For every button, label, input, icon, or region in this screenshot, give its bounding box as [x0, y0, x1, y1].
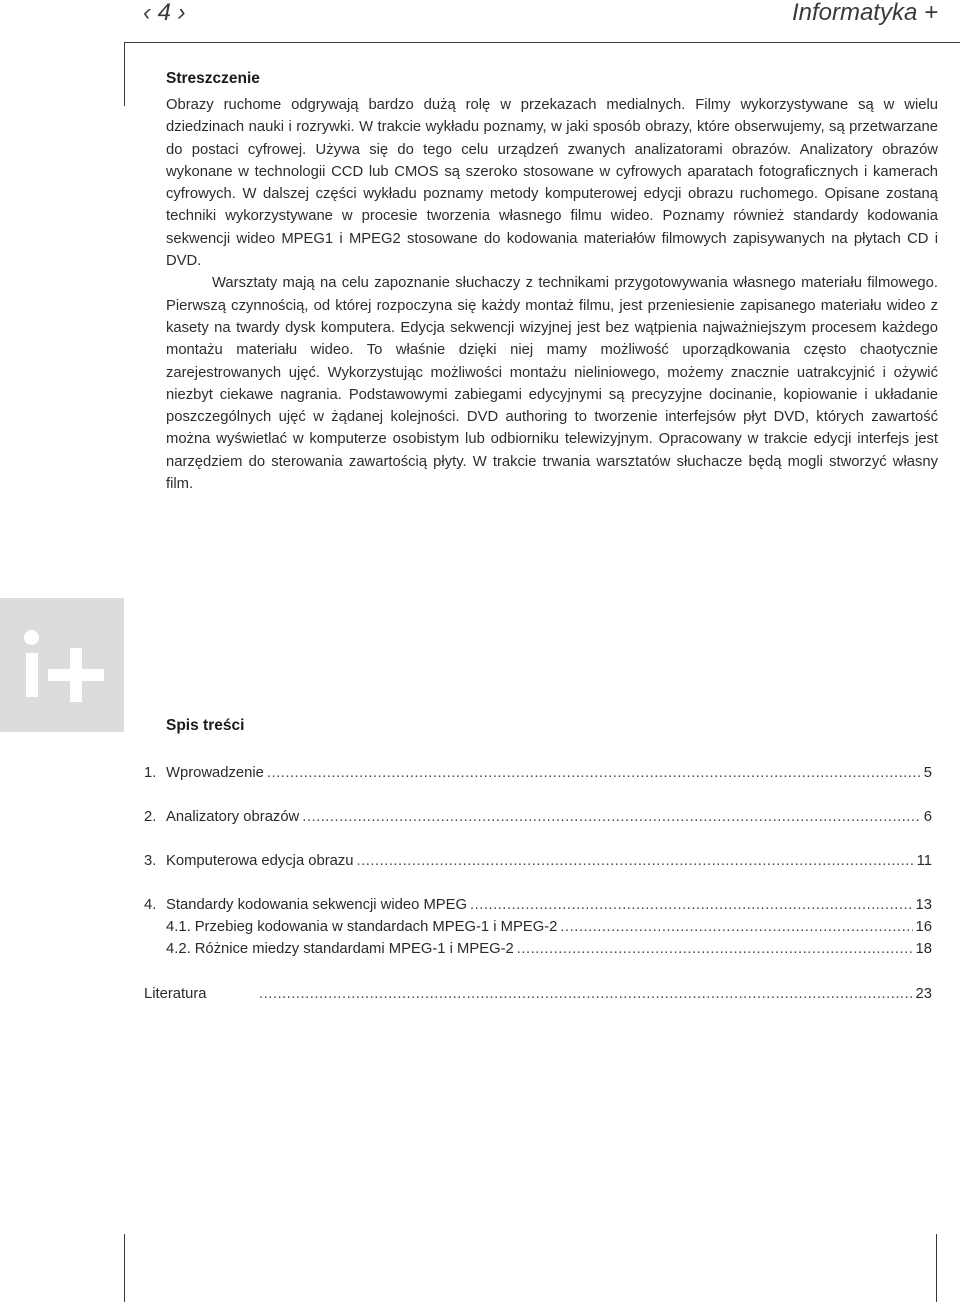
frame-line-top [124, 42, 960, 43]
frame-line-left-bottom [124, 1234, 125, 1302]
toc-subentry[interactable] [166, 916, 932, 938]
toc-leader-dots [517, 938, 913, 960]
toc-entry-title: Różnice miedzy standardami MPEG-1 i MPEG-2 [194, 941, 514, 957]
toc-entry-title: Literatura [144, 986, 207, 1002]
logo-i-stem [26, 653, 38, 697]
toc-subentry[interactable] [166, 938, 932, 960]
toc-heading: Spis treści [166, 717, 245, 734]
toc-entry-title: Przebieg kodowania w standardach MPEG-1 i MPEG-2 [194, 919, 558, 935]
toc-entry-title: Standardy kodowania sekwencji wideo MPEG [166, 897, 468, 913]
toc-entry-number: 4.2. [166, 941, 191, 957]
toc-leader-dots [267, 762, 921, 784]
logo-plus-vertical [70, 648, 82, 702]
toc-entry-page: 6 [923, 809, 932, 825]
toc-entry-page: 18 [915, 941, 932, 957]
summary-section [166, 68, 938, 495]
toc-entry-title: Komputerowa edycja obrazu [166, 853, 354, 869]
series-title: Informatyka + [791, 0, 938, 26]
toc-entry-number: 2. [144, 809, 157, 825]
toc-entry-page: 23 [915, 986, 932, 1002]
toc-entry-number: 4.1. [166, 919, 191, 935]
i-plus-logo [0, 598, 124, 732]
toc-leader-dots [560, 916, 912, 938]
frame-line-right-bottom [936, 1234, 937, 1302]
toc-entry-page: 16 [915, 919, 932, 935]
toc-entry-title: Analizatory obrazów [166, 809, 300, 825]
frame-line-left-top [124, 42, 125, 106]
toc-entry-page: 11 [916, 853, 932, 869]
summary-paragraph-1: Obrazy ruchome odgrywają bardzo dużą rolę w przekazach medialnych. Filmy wykorzystywane są w wielu dziedzinach nauki i rozrywki. W trakcie wykładu poznamy, w jaki sposób obrazy, które obserwujemy, są przetwarzane do postaci cyfrowej. Używa się do tego celu urządzeń zwanych analizatorami obrazów. Analizatory obrazów wykonane w technologii CCD lub CMOS są szeroko stosowane w cyfrowych aparatach fotograficznych i kamerach cyfrowych. W dalszej części wykładu poznamy metody komputerowej edycji obrazu ruchomego. Opisane zostaną techniki wykorzystywane w procesie tworzenia własnego filmu wideo. Poznamy również standardy kodowania sekwencji wideo MPEG1 i MPEG2 stosowane do kodowania materiałów filmowych zapisywanych na płytach CD i DVD. [166, 97, 938, 270]
logo-i-dot [24, 630, 39, 645]
summary-heading: Streszczenie [166, 70, 260, 87]
toc-leader-dots [357, 850, 914, 872]
summary-paragraph-2: Warsztaty mają na celu zapoznanie słuchaczy z technikami przygotowywania własnego materiału filmowego. Pierwszą czynnością, od której rozpoczyna się każdy montaż filmu, jest przeniesienie zapisanego materiału wideo z kasety na twardy dysk komputera. Edycja sekwencji wizyjnej jest bez wątpienia najważniejszym procesem każdego montażu materiału wideo. To właśnie dzięki niej mamy możliwość uporządkowania często chaotycznie zarejestrowanych ujęć. Wykorzystując możliwości montażu nieliniowego, możemy znacznie uatrakcyjnić i ożywić niezbyt ciekawe nagrania. Podstawowymi zabiegami edycyjnymi są precyzyjne docinanie, kopiowanie i układanie poszczególnych ujęć w żądanej kolejności. DVD authoring to tworzenie interfejsów płyt DVD, których zawartość można wyświetlać w komputerze osobistym lub odbiorniku telewizyjnym. Opracowany w trakcie edycji interfejs jest narzędziem do sterowania zawartością płyty. W trakcie trwania warsztatów słuchacze będą mogli stworzyć własny film. [166, 275, 938, 493]
toc-entry-page: 5 [923, 765, 932, 781]
toc-leader-dots [259, 983, 913, 1005]
toc-entry[interactable] [144, 806, 932, 828]
toc-entry-number: 3. [144, 853, 157, 869]
toc-entry[interactable] [144, 762, 932, 784]
toc-entry[interactable] [144, 850, 932, 872]
toc-leader-dots [302, 806, 921, 828]
toc-leader-dots [470, 894, 913, 916]
toc-entry-number: 1. [144, 765, 157, 781]
toc-entry[interactable] [144, 983, 932, 1005]
page-number: ‹ 4 › [143, 0, 186, 26]
toc-entry-number: 4. [144, 897, 157, 913]
toc-entry-title: Wprowadzenie [166, 765, 264, 781]
toc-entry[interactable] [144, 894, 932, 916]
toc-entry-page: 13 [915, 897, 932, 913]
